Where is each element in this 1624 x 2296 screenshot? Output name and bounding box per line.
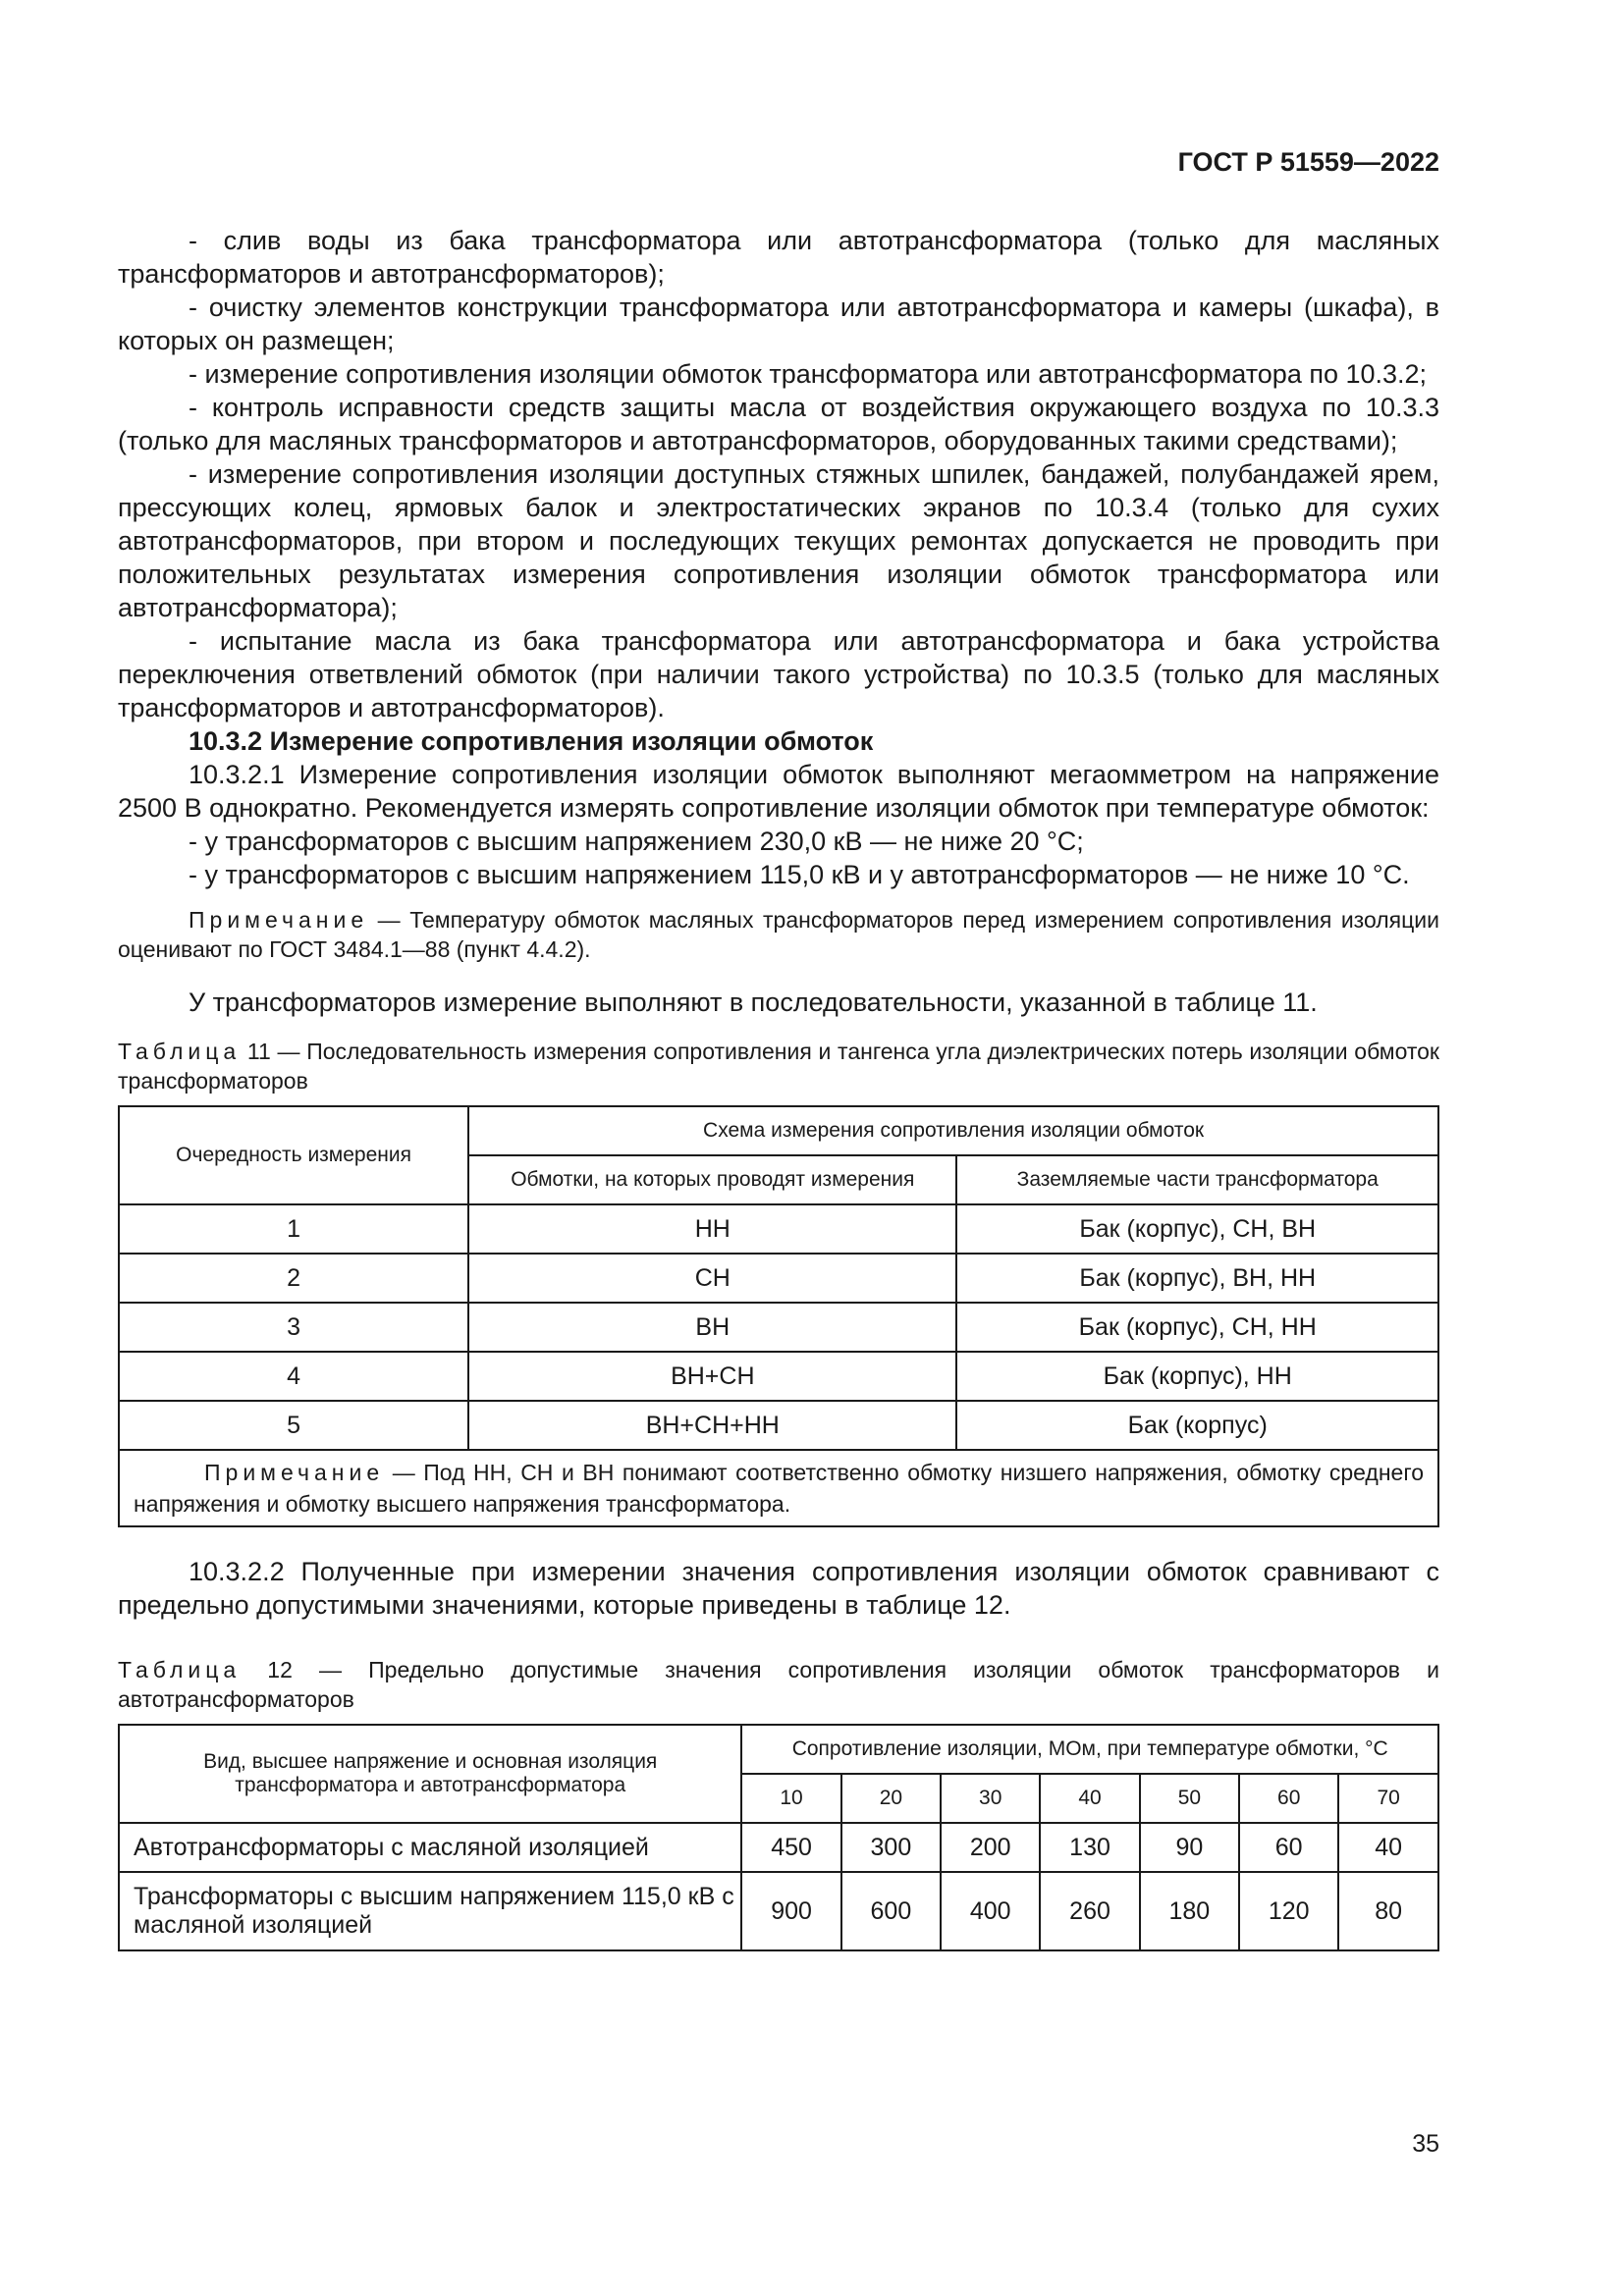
table-cell: 120 (1239, 1872, 1338, 1950)
table-cell: 200 (941, 1823, 1040, 1872)
table12-group-header: Сопротивление изоляции, МОм, при температуре обмотки, °С (741, 1725, 1438, 1774)
table-cell: Бак (корпус) (956, 1401, 1438, 1450)
table11-header-row (119, 1106, 1438, 1155)
table-row (119, 1352, 1438, 1401)
table12-caption (118, 1655, 1439, 1714)
table-12 (118, 1724, 1439, 1951)
table-cell: 60 (1239, 1823, 1338, 1872)
section-para2: У трансформаторов измерение выполняют в последовательности, указанной в таблице 11. (189, 988, 1318, 1017)
page-content (118, 224, 1439, 1951)
table-cell: 130 (1040, 1823, 1139, 1872)
note-text: — Температуру обмоток масляных трансформаторов перед измерением сопротивления изоляции оценивают по ГОСТ 3484.1—88 (пункт 4.4.2). (118, 907, 1439, 962)
table11-col3-header: Заземляемые части трансформатора (956, 1155, 1438, 1204)
table11-col1-header: Очередность измерения (119, 1106, 468, 1204)
table-row (119, 1401, 1438, 1450)
list-item: - очистку элементов конструкции трансформатора или автотрансформатора и камеры (шкафа), в которых он размещен; (118, 293, 1439, 355)
table-row (119, 1303, 1438, 1352)
table-cell: 260 (1040, 1872, 1139, 1950)
table-row (119, 1823, 1438, 1872)
row-label: Трансформаторы с высшим напряжением 115,0 кВ с масляной изоляцией (119, 1872, 741, 1950)
row-label: Автотрансформаторы с масляной изоляцией (119, 1823, 741, 1872)
table-cell: 400 (941, 1872, 1040, 1950)
table11-caption-label: Таблица (118, 1039, 242, 1064)
temp-header: 40 (1040, 1774, 1139, 1823)
table-cell: 600 (841, 1872, 941, 1950)
temp-header: 30 (941, 1774, 1040, 1823)
table-cell: Бак (корпус), НН (956, 1352, 1438, 1401)
temp-header: 60 (1239, 1774, 1338, 1823)
table-cell: 80 (1338, 1872, 1438, 1950)
table-cell: 90 (1140, 1823, 1239, 1872)
table11-note-row (119, 1450, 1438, 1526)
table-cell: 450 (741, 1823, 840, 1872)
list-item: - слив воды из бака трансформатора или автотрансформатора (только для масляных трансформаторов и автотрансформаторов); (118, 226, 1439, 289)
note-label: Примечание (189, 907, 369, 933)
table11-col2-header: Обмотки, на которых проводят измерения (468, 1155, 956, 1204)
table-cell: СН (468, 1254, 956, 1303)
table12-caption-text: 12 — Предельно допустимые значения сопротивления изоляции обмоток трансформаторов и автотрансформаторов (118, 1657, 1439, 1712)
table11-caption-text: 11 — Последовательность измерения сопротивления и тангенса угла диэлектрических потерь изоляции обмоток трансформаторов (118, 1039, 1439, 1094)
temp-header: 50 (1140, 1774, 1239, 1823)
table12-caption-label: Таблица (118, 1657, 242, 1682)
list-item: - измерение сопротивления изоляции доступных стяжных шпилек, бандажей, полубандажей ярем, прессующих колец, ярмовых балок и электростатических экранов по 10.3.4 (только для сухих автотрансформаторов, при втором и последующих текущих ремонтах допускается не проводить при положительных результатах измерения сопротивления изоляции обмоток трансформатора или автотрансформатора); (118, 459, 1439, 622)
table-cell: ВН (468, 1303, 956, 1352)
temp-header: 10 (741, 1774, 840, 1823)
section-para3: 10.3.2.2 Полученные при измерении значения сопротивления изоляции обмоток сравнивают с предельно допустимыми значениями, которые приведены в таблице 12. (118, 1557, 1439, 1620)
table-11 (118, 1105, 1439, 1527)
table11-note (119, 1450, 1438, 1526)
list-item: - измерение сопротивления изоляции обмоток трансформатора или автотрансформатора по 10.3.2; (189, 359, 1428, 389)
table-cell: 2 (119, 1254, 468, 1303)
table11-note-label: Примечание (204, 1460, 385, 1485)
table-cell: 40 (1338, 1823, 1438, 1872)
table-cell: 4 (119, 1352, 468, 1401)
table12-col1-header: Вид, высшее напряжение и основная изоляция трансформатора и автотрансформатора (119, 1725, 741, 1823)
table-row (119, 1872, 1438, 1950)
table-cell: 3 (119, 1303, 468, 1352)
table-cell: 1 (119, 1204, 468, 1254)
table-cell: 180 (1140, 1872, 1239, 1950)
table11-group-header: Схема измерения сопротивления изоляции обмоток (468, 1106, 1438, 1155)
table12-header-row (119, 1725, 1438, 1774)
table-cell: Бак (корпус), СН, НН (956, 1303, 1438, 1352)
temp-header: 70 (1338, 1774, 1438, 1823)
table-cell: ВН+СН+НН (468, 1401, 956, 1450)
table11-caption (118, 1037, 1439, 1095)
list-item: - испытание масла из бака трансформатора или автотрансформатора и бака устройства переключения ответвлений обмоток (при наличии такого устройства) по 10.3.5 (только для масляных трансформаторов и автотрансформаторов). (118, 626, 1439, 722)
table-cell: ВН+СН (468, 1352, 956, 1401)
table-row (119, 1254, 1438, 1303)
section-para1: 10.3.2.1 Измерение сопротивления изоляции обмоток выполняют мегаомметром на напряжение 2500 В однократно. Рекомендуется измерять сопротивление изоляции обмоток при температуре обмоток: (118, 760, 1439, 823)
table-cell: Бак (корпус), ВН, НН (956, 1254, 1438, 1303)
doc-header: ГОСТ Р 51559—2022 (1177, 147, 1439, 177)
section-heading: 10.3.2 Измерение сопротивления изоляции обмоток (189, 726, 874, 756)
table-row (119, 1204, 1438, 1254)
table-cell: НН (468, 1204, 956, 1254)
table-cell: Бак (корпус), СН, ВН (956, 1204, 1438, 1254)
bullet-item: - у трансформаторов с высшим напряжением 230,0 кВ — не ниже 20 °С; (189, 827, 1084, 856)
temp-header: 20 (841, 1774, 941, 1823)
list-item: - контроль исправности средств защиты масла от воздействия окружающего воздуха по 10.3.3 (только для масляных трансформаторов и автотрансформаторов, оборудованных такими средствами); (118, 393, 1439, 455)
table-cell: 900 (741, 1872, 840, 1950)
bullet-item: - у трансформаторов с высшим напряжением 115,0 кВ и у автотрансформаторов — не ниже 10 °С. (189, 860, 1410, 889)
note-1 (118, 905, 1439, 964)
table11-note-text: — Под НН, СН и ВН понимают соответственно обмотку низшего напряжения, обмотку среднего напряжения и обмотку высшего напряжения трансформатора. (134, 1460, 1424, 1517)
page-number: 35 (1412, 2130, 1439, 2158)
table-cell: 5 (119, 1401, 468, 1450)
table-cell: 300 (841, 1823, 941, 1872)
